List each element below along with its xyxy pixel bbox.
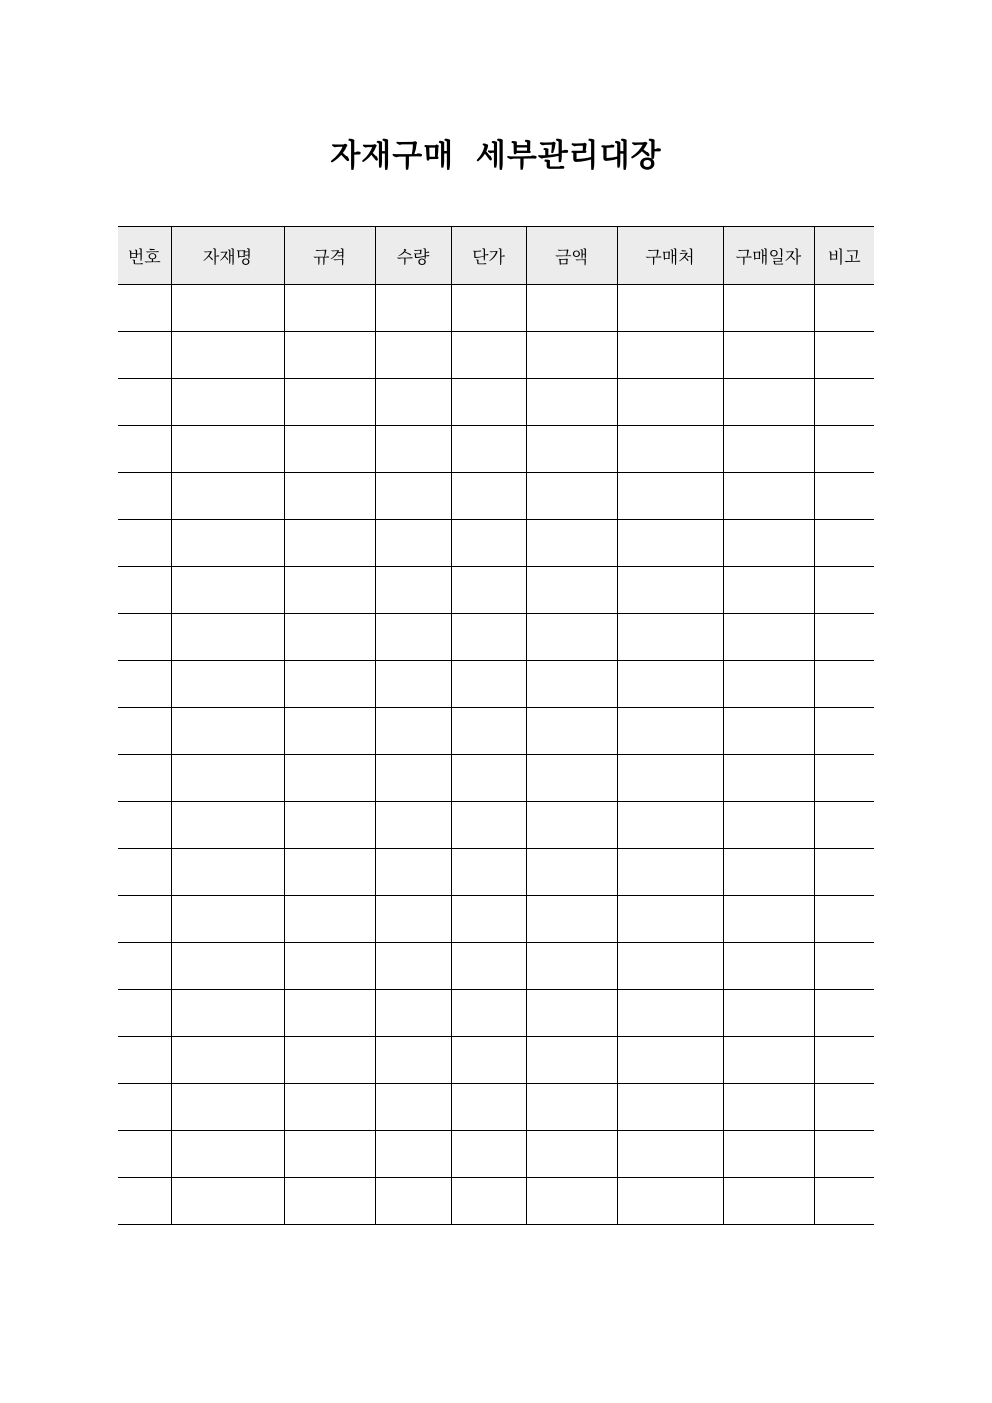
cell-purchase-date[interactable] (723, 896, 814, 943)
table-row (118, 708, 874, 755)
cell-material-name[interactable] (171, 332, 284, 379)
cell-specification[interactable] (284, 990, 375, 1037)
cell-supplier[interactable] (617, 1037, 723, 1084)
cell-specification[interactable] (284, 567, 375, 614)
cell-purchase-date[interactable] (723, 661, 814, 708)
cell-amount[interactable] (526, 332, 617, 379)
cell-unit-price[interactable] (451, 990, 526, 1037)
cell-amount[interactable] (526, 990, 617, 1037)
cell-number[interactable] (118, 520, 171, 567)
header-row (118, 227, 874, 285)
cell-remarks[interactable] (814, 426, 874, 473)
cell-purchase-date[interactable] (723, 285, 814, 332)
cell-purchase-date[interactable] (723, 379, 814, 426)
cell-amount[interactable] (526, 1178, 617, 1225)
cell-specification[interactable] (284, 802, 375, 849)
cell-purchase-date[interactable] (723, 1084, 814, 1131)
cell-material-name[interactable] (171, 1084, 284, 1131)
cell-purchase-date[interactable] (723, 1178, 814, 1225)
table-row (118, 473, 874, 520)
cell-material-name[interactable] (171, 520, 284, 567)
purchase-ledger-table (118, 226, 874, 1225)
table-row (118, 1178, 874, 1225)
table-row (118, 1037, 874, 1084)
cell-quantity[interactable] (375, 802, 451, 849)
cell-purchase-date[interactable] (723, 990, 814, 1037)
cell-material-name[interactable] (171, 755, 284, 802)
table-row (118, 849, 874, 896)
cell-remarks[interactable] (814, 1178, 874, 1225)
cell-unit-price[interactable] (451, 520, 526, 567)
table-row (118, 614, 874, 661)
cell-amount[interactable] (526, 379, 617, 426)
cell-supplier[interactable] (617, 426, 723, 473)
cell-specification[interactable] (284, 943, 375, 990)
table-row (118, 896, 874, 943)
header-number: 번호 (118, 227, 171, 285)
cell-remarks[interactable] (814, 661, 874, 708)
cell-amount[interactable] (526, 285, 617, 332)
cell-quantity[interactable] (375, 755, 451, 802)
cell-number[interactable] (118, 567, 171, 614)
cell-specification[interactable] (284, 708, 375, 755)
cell-specification[interactable] (284, 661, 375, 708)
cell-quantity[interactable] (375, 1084, 451, 1131)
table-body (118, 285, 874, 1225)
cell-purchase-date[interactable] (723, 943, 814, 990)
cell-remarks[interactable] (814, 896, 874, 943)
cell-unit-price[interactable] (451, 1037, 526, 1084)
cell-quantity[interactable] (375, 520, 451, 567)
cell-specification[interactable] (284, 379, 375, 426)
cell-material-name[interactable] (171, 849, 284, 896)
cell-quantity[interactable] (375, 426, 451, 473)
cell-quantity[interactable] (375, 943, 451, 990)
cell-purchase-date[interactable] (723, 520, 814, 567)
cell-specification[interactable] (284, 1131, 375, 1178)
cell-unit-price[interactable] (451, 943, 526, 990)
cell-specification[interactable] (284, 849, 375, 896)
cell-amount[interactable] (526, 943, 617, 990)
cell-remarks[interactable] (814, 802, 874, 849)
cell-amount[interactable] (526, 755, 617, 802)
header-amount: 금액 (526, 227, 617, 285)
cell-supplier[interactable] (617, 285, 723, 332)
cell-amount[interactable] (526, 802, 617, 849)
cell-amount[interactable] (526, 567, 617, 614)
table-row (118, 285, 874, 332)
header-specification: 규격 (284, 227, 375, 285)
cell-purchase-date[interactable] (723, 473, 814, 520)
cell-unit-price[interactable] (451, 473, 526, 520)
header-quantity: 수량 (375, 227, 451, 285)
cell-purchase-date[interactable] (723, 567, 814, 614)
cell-specification[interactable] (284, 1084, 375, 1131)
cell-amount[interactable] (526, 1131, 617, 1178)
cell-remarks[interactable] (814, 1037, 874, 1084)
cell-unit-price[interactable] (451, 896, 526, 943)
cell-specification[interactable] (284, 1037, 375, 1084)
cell-number[interactable] (118, 1131, 171, 1178)
cell-number[interactable] (118, 708, 171, 755)
cell-specification[interactable] (284, 473, 375, 520)
cell-supplier[interactable] (617, 1084, 723, 1131)
cell-number[interactable] (118, 802, 171, 849)
table-row (118, 520, 874, 567)
header-material-name: 자재명 (171, 227, 284, 285)
cell-remarks[interactable] (814, 379, 874, 426)
table-row (118, 990, 874, 1037)
cell-unit-price[interactable] (451, 802, 526, 849)
cell-quantity[interactable] (375, 379, 451, 426)
cell-material-name[interactable] (171, 379, 284, 426)
cell-remarks[interactable] (814, 990, 874, 1037)
table-row (118, 379, 874, 426)
cell-remarks[interactable] (814, 755, 874, 802)
cell-material-name[interactable] (171, 896, 284, 943)
cell-purchase-date[interactable] (723, 1131, 814, 1178)
cell-remarks[interactable] (814, 708, 874, 755)
cell-amount[interactable] (526, 708, 617, 755)
cell-quantity[interactable] (375, 1178, 451, 1225)
cell-supplier[interactable] (617, 849, 723, 896)
cell-quantity[interactable] (375, 332, 451, 379)
cell-number[interactable] (118, 332, 171, 379)
cell-supplier[interactable] (617, 943, 723, 990)
cell-amount[interactable] (526, 1037, 617, 1084)
table-row (118, 943, 874, 990)
cell-supplier[interactable] (617, 1131, 723, 1178)
cell-purchase-date[interactable] (723, 708, 814, 755)
cell-remarks[interactable] (814, 473, 874, 520)
cell-number[interactable] (118, 661, 171, 708)
cell-number[interactable] (118, 473, 171, 520)
cell-amount[interactable] (526, 1084, 617, 1131)
cell-number[interactable] (118, 755, 171, 802)
cell-material-name[interactable] (171, 943, 284, 990)
cell-amount[interactable] (526, 426, 617, 473)
cell-purchase-date[interactable] (723, 614, 814, 661)
cell-quantity[interactable] (375, 896, 451, 943)
cell-purchase-date[interactable] (723, 332, 814, 379)
cell-number[interactable] (118, 896, 171, 943)
cell-remarks[interactable] (814, 567, 874, 614)
cell-unit-price[interactable] (451, 379, 526, 426)
cell-quantity[interactable] (375, 285, 451, 332)
cell-purchase-date[interactable] (723, 849, 814, 896)
cell-material-name[interactable] (171, 614, 284, 661)
cell-remarks[interactable] (814, 943, 874, 990)
table-row (118, 1084, 874, 1131)
cell-number[interactable] (118, 849, 171, 896)
cell-unit-price[interactable] (451, 661, 526, 708)
cell-material-name[interactable] (171, 1178, 284, 1225)
cell-supplier[interactable] (617, 802, 723, 849)
cell-quantity[interactable] (375, 567, 451, 614)
cell-material-name[interactable] (171, 661, 284, 708)
cell-specification[interactable] (284, 614, 375, 661)
cell-material-name[interactable] (171, 708, 284, 755)
cell-material-name[interactable] (171, 426, 284, 473)
cell-number[interactable] (118, 1037, 171, 1084)
cell-specification[interactable] (284, 426, 375, 473)
cell-unit-price[interactable] (451, 1084, 526, 1131)
cell-remarks[interactable] (814, 285, 874, 332)
header-purchase-date: 구매일자 (723, 227, 814, 285)
cell-supplier[interactable] (617, 1178, 723, 1225)
table-row (118, 332, 874, 379)
cell-unit-price[interactable] (451, 1131, 526, 1178)
cell-number[interactable] (118, 943, 171, 990)
cell-specification[interactable] (284, 755, 375, 802)
header-supplier: 구매처 (617, 227, 723, 285)
cell-unit-price[interactable] (451, 426, 526, 473)
header-unit-price: 단가 (451, 227, 526, 285)
cell-specification[interactable] (284, 332, 375, 379)
cell-remarks[interactable] (814, 1084, 874, 1131)
cell-supplier[interactable] (617, 473, 723, 520)
cell-number[interactable] (118, 614, 171, 661)
cell-supplier[interactable] (617, 567, 723, 614)
cell-unit-price[interactable] (451, 285, 526, 332)
cell-amount[interactable] (526, 661, 617, 708)
cell-unit-price[interactable] (451, 332, 526, 379)
cell-specification[interactable] (284, 896, 375, 943)
cell-supplier[interactable] (617, 520, 723, 567)
cell-quantity[interactable] (375, 708, 451, 755)
cell-specification[interactable] (284, 520, 375, 567)
cell-supplier[interactable] (617, 755, 723, 802)
table-row (118, 567, 874, 614)
cell-amount[interactable] (526, 520, 617, 567)
cell-unit-price[interactable] (451, 1178, 526, 1225)
cell-quantity[interactable] (375, 614, 451, 661)
cell-quantity[interactable] (375, 849, 451, 896)
cell-material-name[interactable] (171, 1131, 284, 1178)
cell-material-name[interactable] (171, 802, 284, 849)
cell-material-name[interactable] (171, 1037, 284, 1084)
cell-remarks[interactable] (814, 614, 874, 661)
cell-amount[interactable] (526, 896, 617, 943)
cell-amount[interactable] (526, 473, 617, 520)
page-title: 자재구매 세부관리대장 (330, 138, 662, 174)
cell-unit-price[interactable] (451, 708, 526, 755)
cell-unit-price[interactable] (451, 614, 526, 661)
cell-purchase-date[interactable] (723, 755, 814, 802)
cell-purchase-date[interactable] (723, 426, 814, 473)
cell-supplier[interactable] (617, 990, 723, 1037)
cell-supplier[interactable] (617, 896, 723, 943)
cell-supplier[interactable] (617, 614, 723, 661)
cell-material-name[interactable] (171, 285, 284, 332)
cell-quantity[interactable] (375, 1037, 451, 1084)
cell-quantity[interactable] (375, 990, 451, 1037)
cell-unit-price[interactable] (451, 755, 526, 802)
cell-number[interactable] (118, 990, 171, 1037)
table-row (118, 802, 874, 849)
cell-specification[interactable] (284, 1178, 375, 1225)
table-row (118, 661, 874, 708)
cell-unit-price[interactable] (451, 567, 526, 614)
cell-specification[interactable] (284, 285, 375, 332)
cell-amount[interactable] (526, 614, 617, 661)
cell-supplier[interactable] (617, 332, 723, 379)
cell-number[interactable] (118, 285, 171, 332)
cell-number[interactable] (118, 1084, 171, 1131)
cell-amount[interactable] (526, 849, 617, 896)
cell-unit-price[interactable] (451, 849, 526, 896)
cell-remarks[interactable] (814, 849, 874, 896)
table-row (118, 426, 874, 473)
table-row (118, 755, 874, 802)
cell-material-name[interactable] (171, 990, 284, 1037)
cell-remarks[interactable] (814, 332, 874, 379)
cell-purchase-date[interactable] (723, 802, 814, 849)
cell-number[interactable] (118, 1178, 171, 1225)
header-remarks: 비고 (814, 227, 874, 285)
cell-supplier[interactable] (617, 661, 723, 708)
cell-quantity[interactable] (375, 1131, 451, 1178)
cell-purchase-date[interactable] (723, 1037, 814, 1084)
cell-quantity[interactable] (375, 661, 451, 708)
cell-material-name[interactable] (171, 567, 284, 614)
cell-supplier[interactable] (617, 708, 723, 755)
cell-supplier[interactable] (617, 379, 723, 426)
cell-quantity[interactable] (375, 473, 451, 520)
table-row (118, 1131, 874, 1178)
cell-material-name[interactable] (171, 473, 284, 520)
cell-number[interactable] (118, 379, 171, 426)
cell-remarks[interactable] (814, 1131, 874, 1178)
cell-remarks[interactable] (814, 520, 874, 567)
cell-number[interactable] (118, 426, 171, 473)
